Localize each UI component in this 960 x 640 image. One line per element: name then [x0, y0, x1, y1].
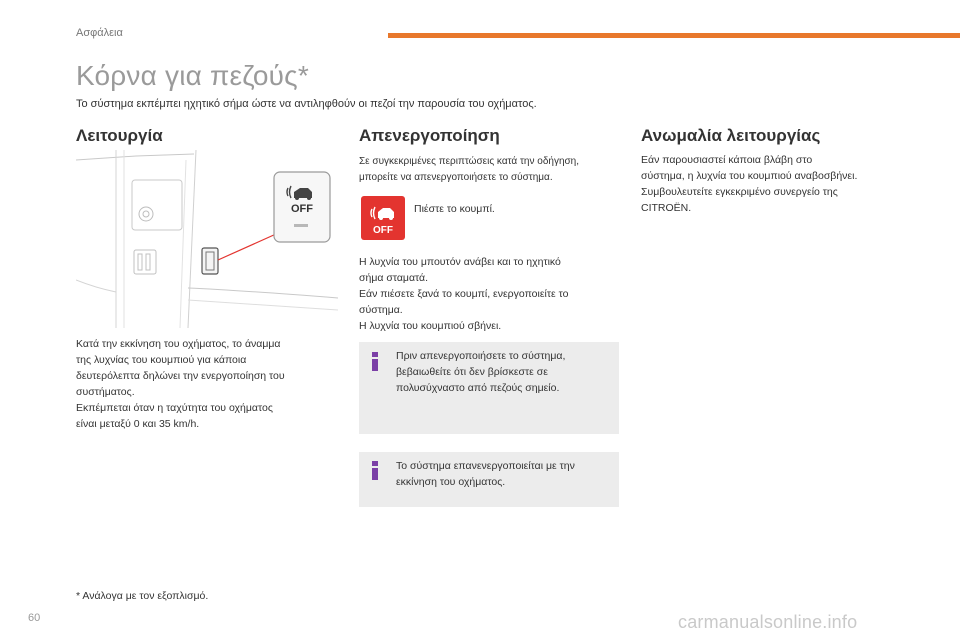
section-label: Ασφάλεια [76, 27, 123, 39]
off-button [361, 196, 405, 240]
text-line: είναι μεταξύ 0 και 35 km/h. [76, 418, 200, 430]
dashboard-outline [76, 154, 194, 160]
text-line: Πριν απενεργοποιήσετε το σύστημα, [396, 350, 566, 362]
footnote: * Ανάλογα με τον εξοπλισμό. [76, 590, 209, 602]
dashboard-curve [188, 300, 338, 310]
text-line: της λυχνίας του κουμπιού για κάποια [76, 354, 247, 366]
info-text [396, 348, 565, 396]
page-subtitle: Το σύστημα εκπέμπει ηχητικό σήμα ώστε να αντιληφθούν οι πεζοί την παρουσία του οχήματος. [76, 98, 537, 110]
dashboard-edge [188, 150, 196, 328]
text-line: Σε συγκεκριμένες περιπτώσεις κατά την οδήγηση, [359, 156, 580, 167]
off-button-label: OFF [373, 225, 393, 236]
text-line: Η λυχνία του μπουτόν ανάβει και το ηχητικό [359, 256, 561, 268]
control-switch [134, 250, 156, 274]
malfunction-heading: Ανωμαλία λειτουργίας [641, 126, 821, 145]
page-title: Κόρνα για πεζούς* [76, 60, 309, 91]
deactivation-result [359, 254, 629, 334]
control-panel [132, 180, 182, 230]
text-line: εκκίνηση του οχήματος. [396, 476, 506, 488]
page-number: 60 [28, 612, 41, 624]
text-line: Κατά την εκκίνηση του οχήματος, το άναμμα [76, 338, 281, 350]
text-line: Εάν παρουσιαστεί κάποια βλάβη στο [641, 154, 813, 166]
callout-line [218, 234, 276, 260]
info-icon [371, 352, 379, 372]
control-knob [143, 211, 149, 217]
text-line: Εκπέμπεται όταν η ταχύτητα του οχήματος [76, 402, 273, 414]
text-line: πολυσύχναστο από πεζούς σημείο. [396, 382, 560, 394]
operation-heading: Λειτουργία [76, 126, 163, 145]
malfunction-text [641, 152, 931, 216]
watermark: carmanualsonline.info [678, 612, 858, 632]
control-switch [146, 254, 150, 270]
dashboard-curve [188, 288, 338, 298]
info-box [359, 452, 619, 507]
text-line: Η λυχνία του κουμπιού σβήνει. [359, 320, 502, 332]
pedestrian-horn-icon [371, 207, 394, 220]
text-line: Εάν πιέσετε ξανά το κουμπί, ενεργοποιείτε το [359, 288, 569, 300]
text-line: δευτερόλεπτα δηλώνει την ενεργοποίηση του [76, 370, 285, 382]
text-line: συστήματος. [76, 386, 135, 398]
text-line: βεβαιωθείτε ότι δεν βρίσκεστε σε [396, 366, 548, 378]
text-line: μπορείτε να απενεργοποιήσετε το σύστημα. [359, 172, 553, 183]
zoomed-led [294, 224, 308, 227]
deactivation-intro [359, 154, 629, 186]
dashboard-edge [180, 160, 186, 328]
control-knob [139, 207, 153, 221]
text-line: CITROËN. [641, 202, 692, 214]
info-text [396, 458, 575, 490]
deactivation-heading: Απενεργοποίηση [359, 126, 500, 145]
control-switch [138, 254, 142, 270]
zoomed-off-label: OFF [291, 203, 313, 215]
info-icon [371, 461, 379, 481]
text-line: Συμβουλευτείτε εγκεκριμένο συνεργείο της [641, 186, 838, 198]
text-line: Το σύστημα επανενεργοποιείται με την [396, 460, 575, 472]
info-box [359, 342, 619, 434]
press-instruction: Πιέστε το κουμπί. [414, 203, 495, 215]
text-line: σύστημα. [359, 304, 403, 316]
text-line: σήμα σταματά. [359, 272, 429, 284]
dashboard-illustration [76, 150, 338, 330]
text-line: σύστημα, η λυχνία του κουμπιού αναβοσβήνει. [641, 170, 858, 182]
dashboard-curve [76, 280, 116, 292]
accent-bar [388, 33, 960, 38]
operation-text [76, 336, 346, 432]
